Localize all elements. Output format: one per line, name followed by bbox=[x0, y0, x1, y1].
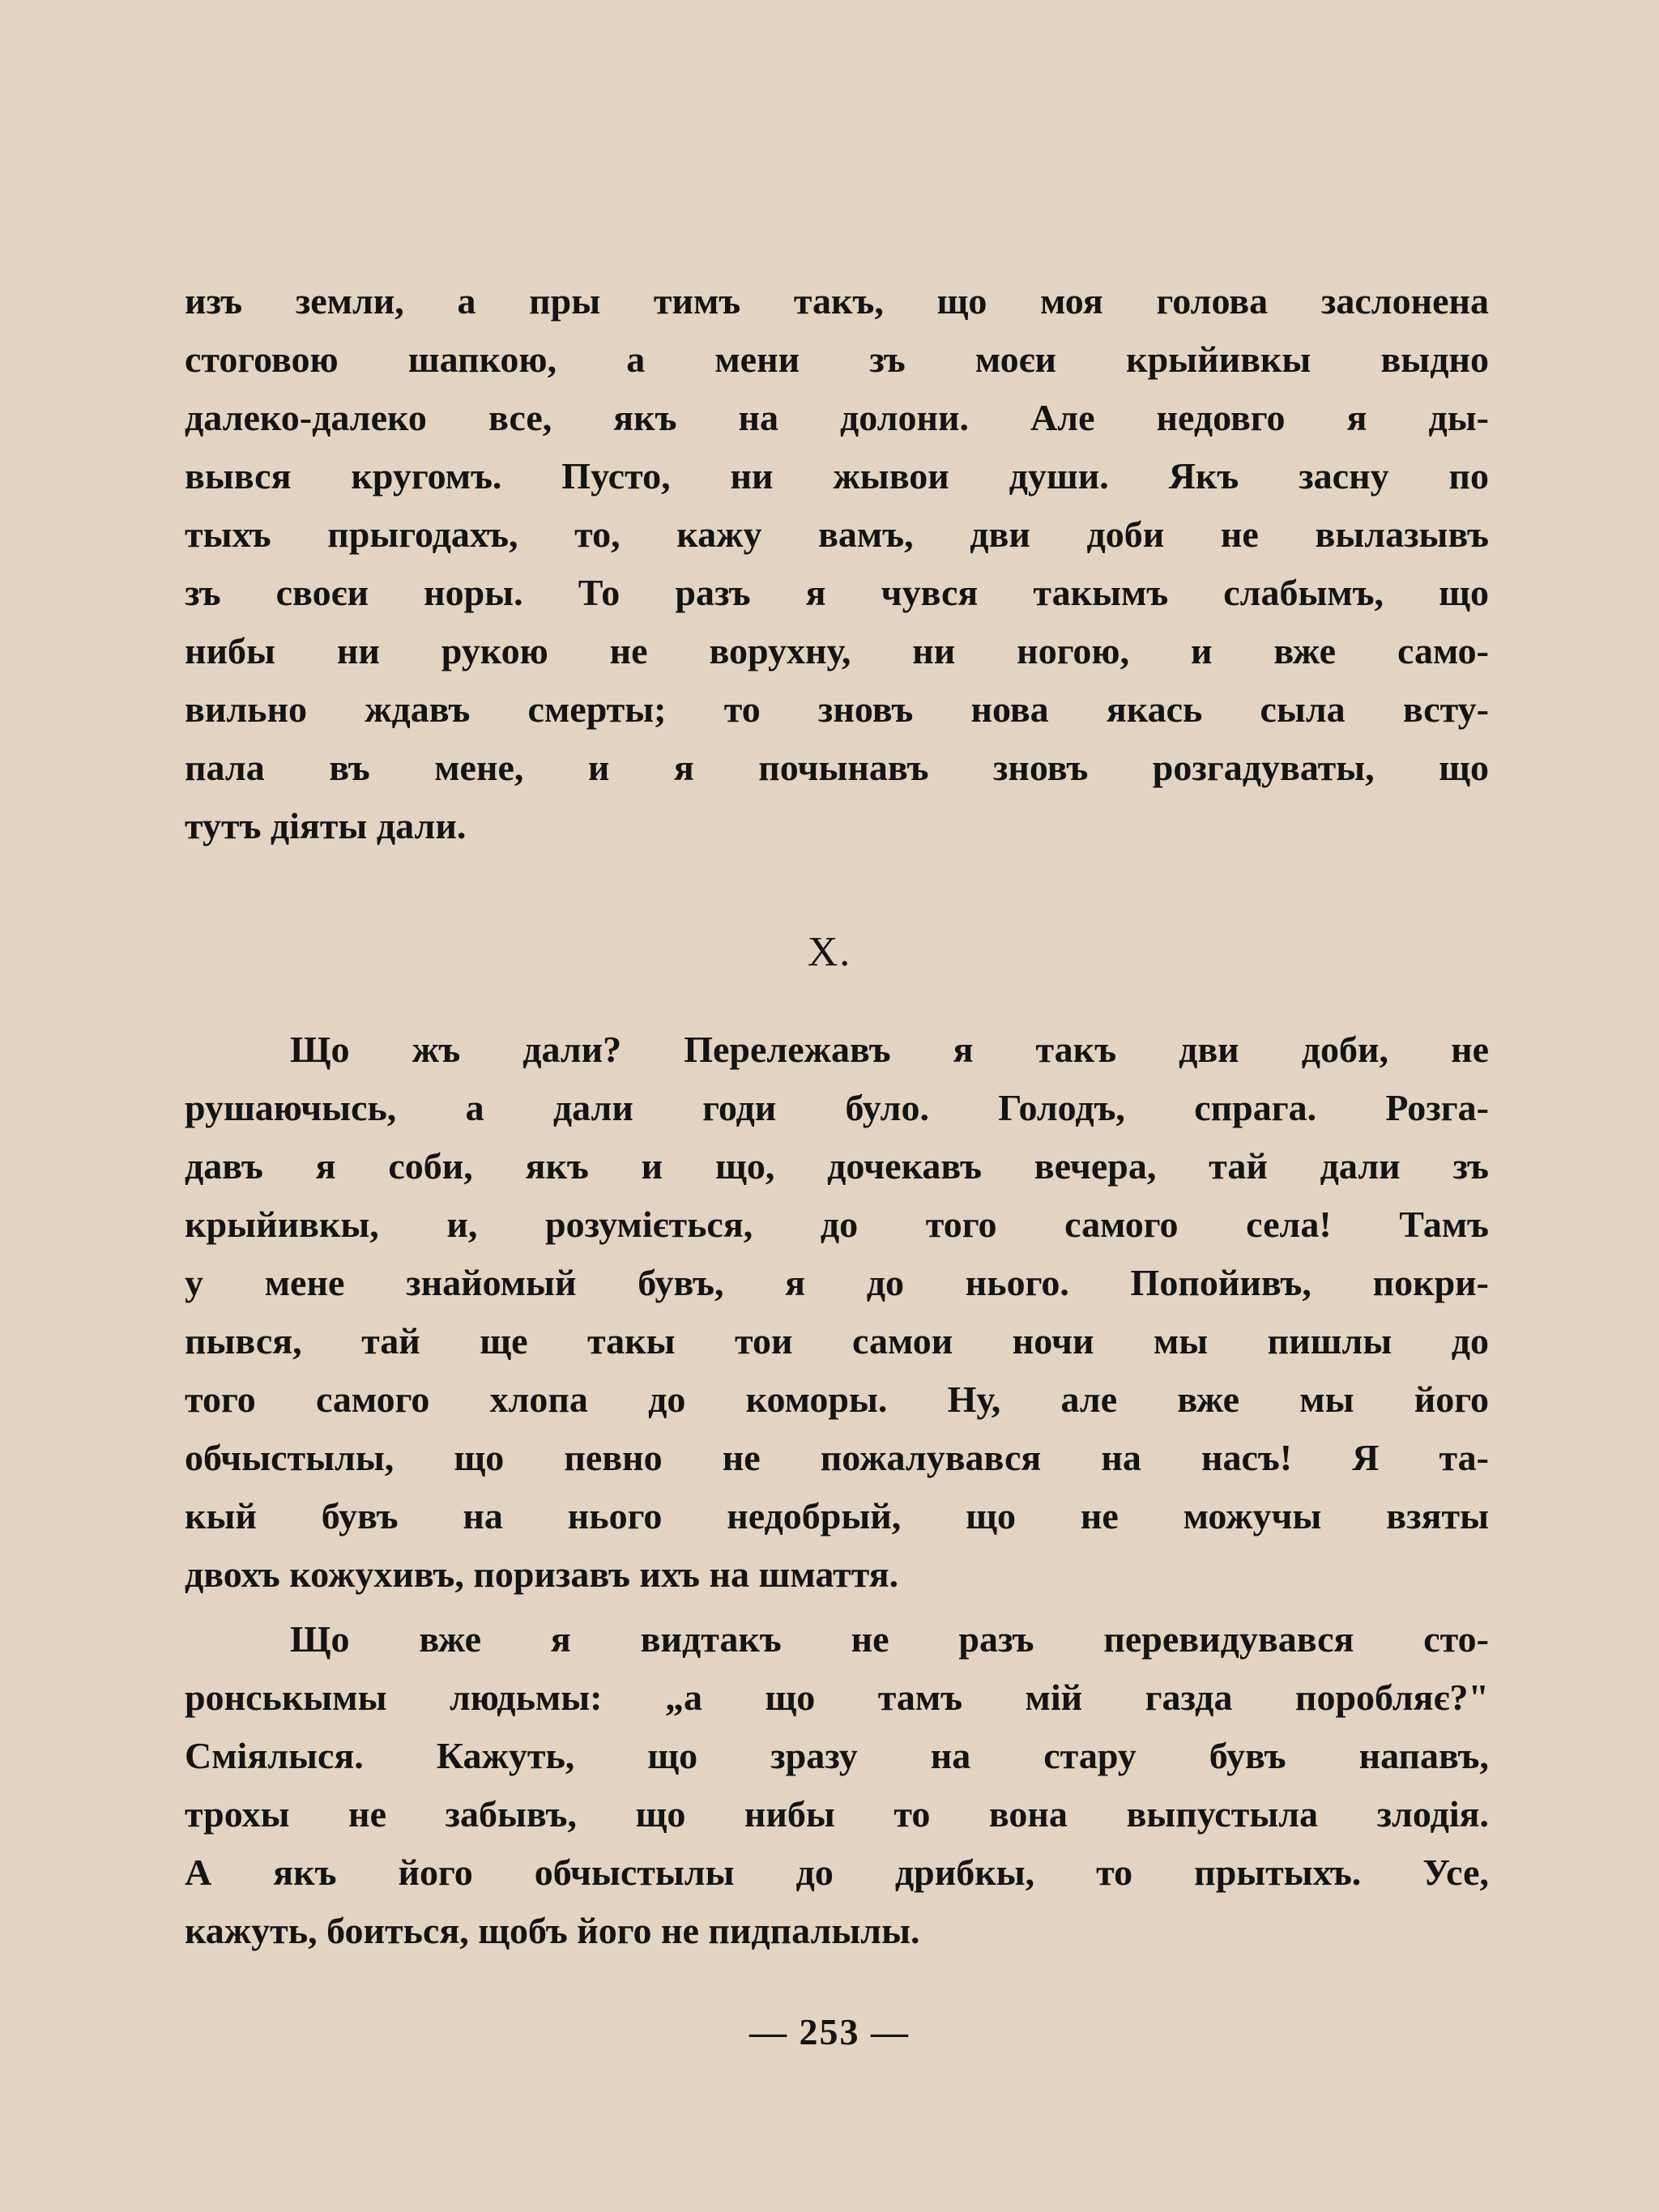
text-line: стоговою шапкою, а мени зъ моєи крыйивкы выдно bbox=[185, 339, 1489, 380]
text-line: обчыстылы, що певно не пожалувався на насъ! Я та- bbox=[185, 1437, 1489, 1478]
text-line: у мене знайомый бувъ, я до нього. Попойивъ, покри- bbox=[185, 1262, 1489, 1303]
text-line: тыхъ прыгодахъ, то, кажу вамъ, дви доби не вылазывъ bbox=[185, 514, 1489, 555]
text-line: трохы не забывъ, що нибы то вона выпустыла злодія. bbox=[185, 1793, 1489, 1835]
text-line: рушаючысь, а дали годи було. Голодъ, спрага. Розга- bbox=[185, 1087, 1489, 1128]
text-line: изъ земли, а пры тимъ такъ, що моя голова заслонена bbox=[185, 280, 1489, 322]
text-line: того самого хлопа до коморы. Ну, але вже мы його bbox=[185, 1379, 1489, 1420]
page-number: — 253 — bbox=[749, 2011, 910, 2052]
text-line: пывся, тай ще такы тои самои ночи мы пишлы до bbox=[185, 1320, 1489, 1362]
chapter-heading: X. bbox=[807, 929, 852, 975]
text-line: двохъ кожухивъ, поризавъ ихъ на шмаття. bbox=[185, 1554, 899, 1595]
text-line: Сміялыся. Кажуть, що зразу на стару бувъ напавъ, bbox=[185, 1735, 1489, 1776]
paragraph-2 bbox=[185, 1021, 1489, 1604]
text-line: ронськымы людьмы: „а що тамъ мій газда поробляє?" bbox=[185, 1677, 1489, 1718]
paragraph-3 bbox=[185, 1610, 1489, 1960]
text-line: Що вже я видтакъ не разъ перевидувався сто- bbox=[290, 1618, 1489, 1660]
text-line: нибы ни рукою не ворухну, ни ногою, и вже само- bbox=[185, 630, 1489, 671]
paragraph-top bbox=[185, 272, 1489, 855]
text-line: кажуть, боиться, щобъ його не пидпалылы. bbox=[185, 1910, 920, 1951]
text-line: пала въ мене, и я почынавъ зновъ розгадуваты, що bbox=[185, 747, 1489, 788]
text-line: кый бувъ на нього недобрый, що не можучы взяты bbox=[185, 1495, 1489, 1536]
text-line: А якъ його обчыстылы до дрибкы, то прытыхъ. Усе, bbox=[185, 1852, 1489, 1893]
text-line: крыйивкы, и, розуміється, до того самого села! Тамъ bbox=[185, 1204, 1489, 1245]
text-line: далеко-далеко все, якъ на долони. Але недовго я ды- bbox=[185, 397, 1489, 438]
text-line: вывся кругомъ. Пусто, ни жывои души. Якъ засну по bbox=[185, 455, 1489, 497]
text-line: давъ я соби, якъ и що, дочекавъ вечера, тай дали зъ bbox=[185, 1145, 1489, 1187]
text-line: Що жъ дали? Перележавъ я такъ дви доби, не bbox=[290, 1029, 1489, 1070]
text-line: зъ своєи норы. То разъ я чувся такымъ слабымъ, що bbox=[185, 572, 1489, 613]
text-line: тутъ діяты дали. bbox=[185, 805, 467, 846]
text-line: вильно ждавъ смерты; то зновъ нова якась сыла всту- bbox=[185, 688, 1489, 730]
